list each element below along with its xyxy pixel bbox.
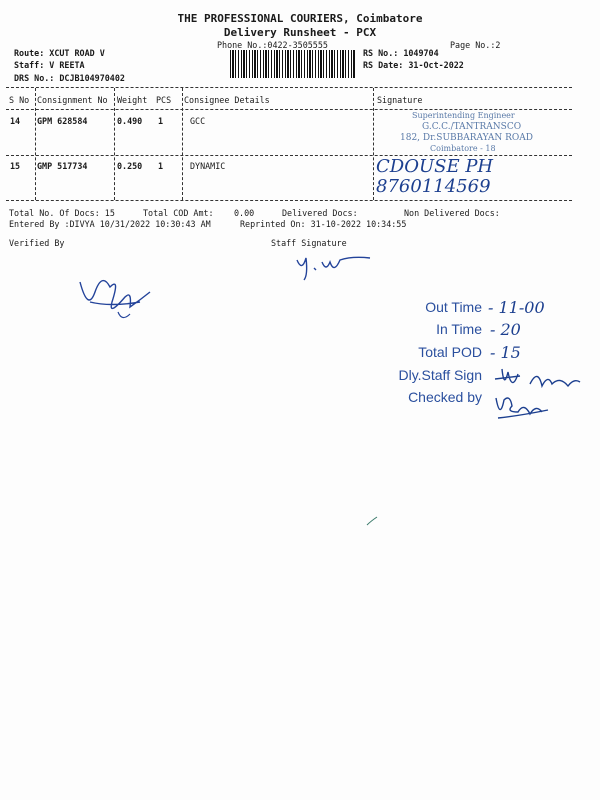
row-consignee: GCC <box>190 116 206 126</box>
total-cod-value: 0.00 <box>234 208 255 218</box>
in-time-value: - 20 <box>490 320 521 339</box>
col-header-sno: S No <box>9 95 30 105</box>
out-time-value: - 11-00 <box>488 298 545 317</box>
dly-staff-sign-label: Dly.Staff Sign <box>398 367 482 383</box>
total-pod-value: - 15 <box>490 343 521 362</box>
col-header-weight: Weight <box>117 95 148 105</box>
row-consignment: GMP 517734 <box>37 161 88 171</box>
col-header-consignment: Consignment No <box>37 95 108 105</box>
col-divider <box>35 88 36 200</box>
total-cod-label: Total COD Amt: <box>143 208 214 218</box>
delivered-docs: Delivered Docs: <box>282 208 358 218</box>
non-delivered-docs: Non Delivered Docs: <box>404 208 500 218</box>
stamp-line: Superintending Engineer <box>412 111 515 120</box>
rs-number: RS No.: 1049704 <box>363 48 439 58</box>
total-docs: Total No. Of Docs: 15 <box>9 208 115 218</box>
col-divider <box>373 88 374 200</box>
table-header-rule <box>6 109 572 110</box>
table-top-rule <box>6 87 572 88</box>
company-name: THE PROFESSIONAL COURIERS, Coimbatore <box>177 12 423 25</box>
row-consignee: DYNAMIC <box>190 161 226 171</box>
stamp-line: 182, Dr.SUBBARAYAN ROAD <box>400 133 534 143</box>
rs-date: RS Date: 31-Oct-2022 <box>363 60 464 70</box>
checked-by-label: Checked by <box>408 389 482 405</box>
col-header-consignee: Consignee Details <box>184 95 270 105</box>
staff: Staff: V REETA <box>14 60 85 70</box>
staff-signature-label: Staff Signature <box>271 238 347 248</box>
row-weight: 0.490 <box>117 116 143 126</box>
drs-number: DRS No.: DCJB104970402 <box>14 73 125 83</box>
row-pcs: 1 <box>158 116 164 126</box>
col-header-signature: Signature <box>377 95 423 105</box>
phone-number: Phone No.:0422-3505555 <box>217 40 328 50</box>
staff-signature <box>292 250 377 285</box>
row-sno: 14 <box>10 116 21 126</box>
handwritten-phone: 8760114569 <box>376 176 491 197</box>
col-header-pcs: PCS <box>156 95 172 105</box>
route: Route: XCUT ROAD V <box>14 48 105 58</box>
runsheet-title: Delivery Runsheet - PCX <box>223 26 377 39</box>
out-time-label: Out Time <box>425 299 482 315</box>
stamp-line: G.C.C./TANTRANSCO <box>422 122 522 132</box>
reprinted-on: Reprinted On: 31-10-2022 10:34:55 <box>240 219 407 229</box>
in-time-label: In Time <box>436 321 482 337</box>
checked-by-signature <box>488 390 558 425</box>
row-weight: 0.250 <box>117 161 143 171</box>
row-sno: 15 <box>10 161 21 171</box>
barcode <box>230 50 355 78</box>
row-pcs: 1 <box>158 161 164 171</box>
total-pod-label: Total POD <box>418 344 482 360</box>
verified-by-label: Verified By <box>9 238 65 248</box>
handwritten-name: CDOUSE PH <box>376 156 494 177</box>
verified-signature <box>70 262 160 327</box>
entered-by: Entered By :DIVYA 10/31/2022 10:30:43 AM <box>9 219 211 229</box>
row-consignment: GPM 628584 <box>37 116 88 126</box>
col-divider <box>182 88 183 200</box>
stamp-line: Coimbatore - 18 <box>430 144 496 153</box>
table-bottom-rule <box>6 200 572 201</box>
page-number: Page No.:2 <box>450 40 501 50</box>
stray-mark <box>365 515 379 529</box>
col-divider <box>114 88 115 200</box>
